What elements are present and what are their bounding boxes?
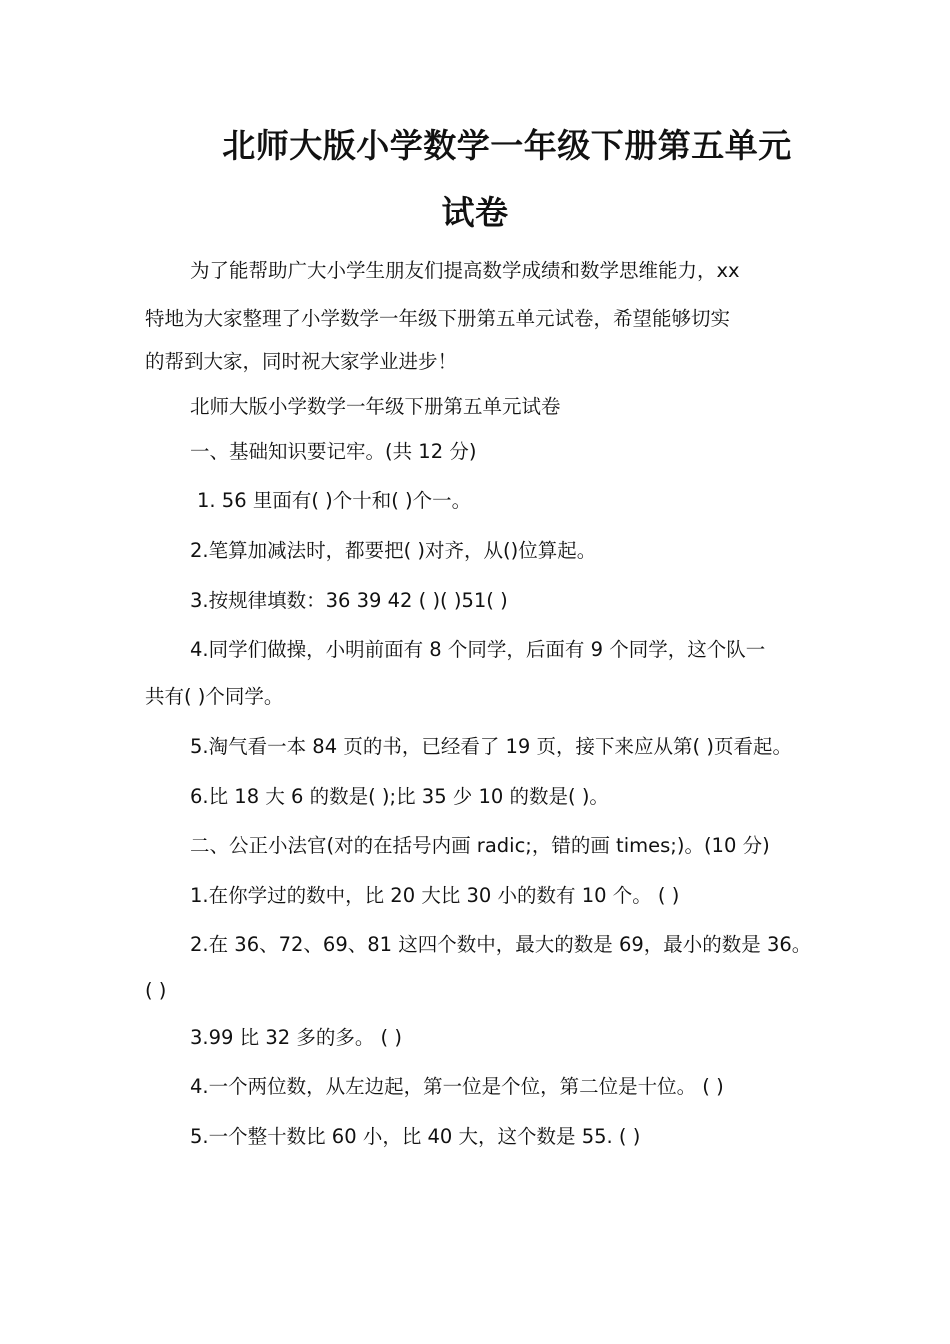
- question-2-5: 5.一个整十数比 60 小，比 40 大，这个数是 55. ( ): [190, 1125, 641, 1148]
- question-1-3: 3.按规律填数：36 39 42 ( )( )51( ): [190, 589, 508, 612]
- intro-paragraph-line-2: 特地为大家整理了小学数学一年级下册第五单元试卷，希望能够切实: [145, 307, 731, 330]
- section-2-heading: 二、公正小法官(对的在括号内画 radic;，错的画 times;)。(10 分): [190, 834, 770, 857]
- intro-paragraph-line-1: 为了能帮助广大小学生朋友们提高数学成绩和数学思维能力，xx: [190, 259, 740, 282]
- section-1-heading: 一、基础知识要记牢。(共 12 分): [190, 440, 477, 463]
- question-2-2-line-2: ( ): [145, 979, 167, 1002]
- question-1-6: 6.比 18 大 6 的数是( );比 35 少 10 的数是( )。: [190, 785, 609, 808]
- question-1-4-line-1: 4.同学们做操，小明前面有 8 个同学，后面有 9 个同学，这个队一: [190, 638, 766, 661]
- question-1-1: 1. 56 里面有( )个十和( )个一。: [197, 489, 472, 512]
- question-2-1: 1.在你学过的数中，比 20 大比 30 小的数有 10 个。 ( ): [190, 884, 680, 907]
- question-2-3: 3.99 比 32 多的多。 ( ): [190, 1026, 402, 1049]
- question-1-2: 2.笔算加减法时，都要把( )对齐，从()位算起。: [190, 539, 597, 562]
- document-title-line-1: 北师大版小学数学一年级下册第五单元: [222, 126, 792, 165]
- question-2-4: 4.一个两位数，从左边起，第一位是个位，第二位是十位。 ( ): [190, 1075, 724, 1098]
- document-title-line-2: 试卷: [441, 193, 509, 232]
- intro-paragraph-line-3: 的帮到大家，同时祝大家学业进步！: [145, 350, 458, 373]
- question-2-2-line-1: 2.在 36、72、69、81 这四个数中，最大的数是 69，最小的数是 36。: [190, 933, 812, 956]
- subtitle: 北师大版小学数学一年级下册第五单元试卷: [190, 395, 561, 418]
- question-1-4-line-2: 共有( )个同学。: [145, 685, 284, 708]
- question-1-5: 5.淘气看一本 84 页的书，已经看了 19 页，接下来应从第( )页看起。: [190, 735, 792, 758]
